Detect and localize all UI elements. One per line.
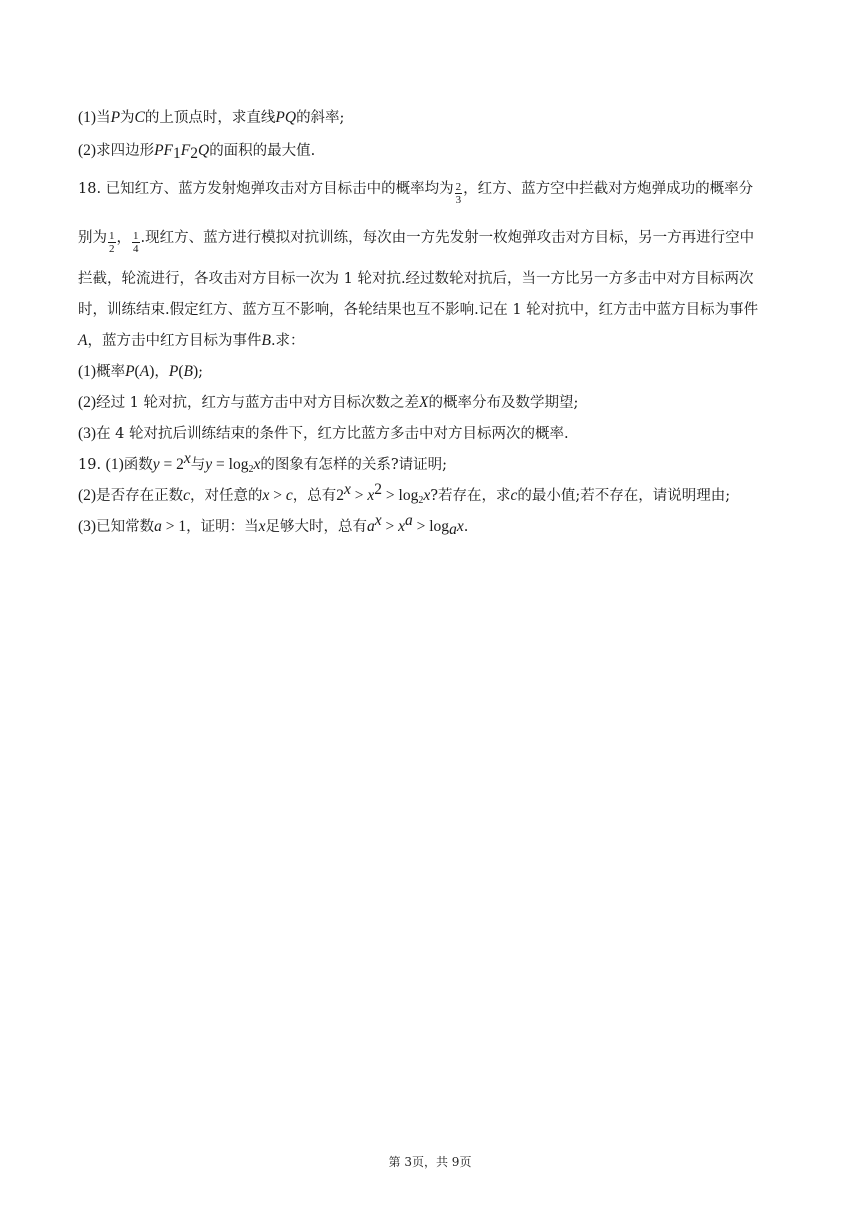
page-footer: 第 3页，共 9页 xyxy=(388,1155,472,1169)
fraction: $\frac{2}{3}$ xyxy=(455,181,462,206)
q19-part-2: (2)是否存在正数c，对任意的x > c，总有$2^x > x^2 > \log_2x$?若存在，求c的最小值;若不存在，请说明理由; xyxy=(78,481,731,506)
q18-part-3: (3)在 4 轮对抗后训练结束的条件下，红方比蓝方多击中对方目标两次的概率. xyxy=(78,425,569,442)
q18-stem-line-3: 拦截，轮流进行，各攻击对方目标一次为 1 轮对抗.经过数轮对抗后，当一方比另一方多击中对方目标两次 xyxy=(78,271,754,287)
fraction: $\frac{1}{4}$ xyxy=(133,230,139,255)
q17-part-1: (1)当P为C的上顶点时，求直线PQ的斜率; xyxy=(78,109,345,126)
page-content xyxy=(78,108,788,537)
q17-part-2: (2)求四边形$PF_1F_2Q$的面积的最大值. xyxy=(78,142,316,162)
q18-part-2: (2)经过 1 轮对抗，红方与蓝方击中对方目标次数之差X的概率分布及数学期望; xyxy=(78,394,579,411)
q18-stem-line-4: 时，训练结束.假定红方、蓝方互不影响，各轮结果也互不影响.记在 1 轮对抗中，红方击中蓝方目标为事件 xyxy=(78,302,759,318)
q19-part-3: (3)已知常数a > 1，证明：当x足够大时，总有$a^x > x^a > \log_ax$. xyxy=(78,512,469,538)
fraction: $\frac{1}{2}$ xyxy=(109,230,115,255)
q18-stem-line-2: 别为 $\frac{1}{2}$ ， $\frac{1}{4}$ .现红方、蓝方进行模拟对抗训练，每次由一方先发射一枚炮弹攻击对方目标，另一方再进行空中 xyxy=(78,230,755,255)
q18-stem-line-1: 18. 已知红方、蓝方发射炮弹攻击对方目标击中的概率均为 $\frac{2}{3}$ ，红方、蓝方空中拦截对方炮弹成功的概率分 xyxy=(78,181,754,206)
q18-stem-line-5: A，蓝方击中红方目标为事件B.求： xyxy=(78,332,305,349)
q19-part-1: 19. (1)函数$y = 2^x$与$y = \log_2x$的图象有怎样的关系?请证明; xyxy=(78,450,448,475)
q18-part-1: (1)概率P(A)，P(B); xyxy=(78,363,204,380)
